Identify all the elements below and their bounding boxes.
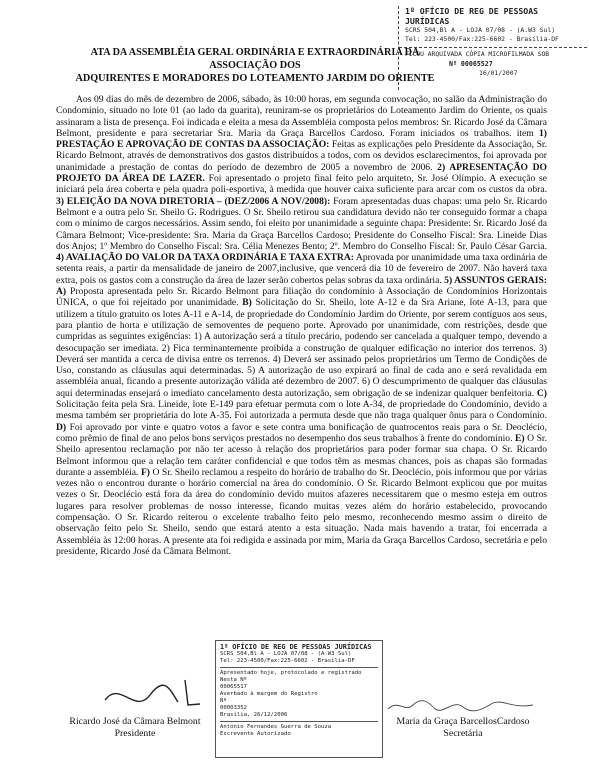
stamp-bottom-line-7: Averbado à margem do Registro (220, 691, 318, 697)
minutes-body (56, 94, 547, 557)
stamp-top-line-3: Tel: 223-4500/Fax:225-6602 - Brasília-DF (405, 35, 559, 43)
title-line-1: ATA DA ASSEMBLÉIA GERAL ORDINÁRIA E EXTRAORDINÁRIA DA ASSOCIAÇÃO DOS (90, 47, 420, 71)
heading-item-3: 3) ELEIÇÃO DA NOVA DIRETORIA – (DEZ/2006 A NOV/2008): (56, 195, 331, 207)
subitem-b-label: B) (242, 297, 252, 309)
subitem-a-label: A) (56, 286, 67, 298)
stamp-top-line-2: SCRS 504,Bl A - LOJA 07/08 - (A.W3 Sul) (405, 26, 556, 34)
stamp-bottom-line-10: Brasília, 26/12/2006 (220, 712, 288, 718)
president-signature-block (60, 716, 210, 740)
text-segment: Foi aprovado por vinte e quatro votos a favor e sete contra uma bonificação de quatrocentos reais para o Sr. Deoclécio, como prêmio de final de ano pelos bons serviços prestados no desempenho dos seus trabalhos à frente do condomínio. (56, 421, 547, 444)
stamp-bottom-line-3: Tel: 223-4500/Fax:225-6602 - Brasília-DF (220, 658, 355, 664)
text-segment: Solicitação feita pela Sra. Lineide, lote E-149 para efetuar permuta com o lote A-34, de propriedade do Condomínio, devido a mesma também ser proprietária do lote A-35. Foi autorizada a permuta desde que não traga qualquer ônus para o Condomínio. (56, 399, 547, 422)
stamp-bottom-line-4: Apresentado hoje, protocolado e registrado (220, 670, 362, 676)
secretary-signature-block (384, 716, 542, 740)
text-segment: Proposta apresentada pelo Sr. Ricardo Belmont para filiação do condomínio à Associação de Condomínios Horizontais ÚNICA, o que foi rejeitado por unanimidade. (56, 286, 547, 309)
stamp-bottom-divider (220, 667, 378, 668)
text-segment: Foi apresentado o projeto final feito pelo arquiteto, Sr. José Olímpio. A execução se iniciará pela área coberta e pela quadra poli-esportiva, à medida que houver caixa suficiente para arcar com os custos da obra. (56, 173, 547, 196)
stamp-top-line-4: FICOU ARQUIVADA CÓPIA MICROFILMADA SOB (405, 51, 550, 58)
text-segment: Aos 09 dias do mês de dezembro de 2006, sábado, às 10:00 horas, em segunda convocação, no salão da Administração do Condomínio, situado no lote 01 (ao lado da guarita), reuniram-se os proprietários do Loteamento Jardim do Oriente, os quais assinaram a lista de presença. Foi indicada e eleita a mesa da Assembléia composta pelos membros: Sr. Ricardo José da Câmara Belmont, presidente e para secretariar Sra. Maria da Graça Barcellos Cardoso. Foram iniciados os trabalhos. item (56, 94, 547, 139)
document-title (60, 46, 450, 85)
subitem-f-label: F) (140, 466, 150, 478)
stamp-top-divider (399, 47, 587, 48)
stamp-bottom-line-2: SCRS 504,Bl A - LOJA 07/08 - (A.W3 Sul) (220, 651, 352, 657)
title-line-2: ADQUIRENTES E MORADORES DO LOTEAMENTO JARDIM DO ORIENTE (75, 73, 435, 84)
president-role: Presidente (114, 728, 156, 739)
text-segment: Feitas as explicações pelo Presidente da Associação, Sr. Ricardo Belmont, através de demonstrativos dos gastos distribuídos a todos, com os devidos esclarecimentos, foi aprovada por unanimidade a prestação de contas do período de dezembro de 2005 a novembro de 2006. (56, 139, 547, 173)
secretary-role: Secretária (443, 728, 483, 739)
text-segment: Foram apresentadas duas chapas: uma pelo Sr. Ricardo Belmont e a outra pelo Sr. Sheilo G. Rodrigues. O Sr. Sheilo retirou sua candidatura devido não ter conseguido formar a chapa com o mínimo de cargos necessários. Assim sendo, foi eleito por unanimidade a seguinte chapa: Presidente: Sr. Ricardo José da Câmara Belmont; Vice-presidente: Sra. Maria da Graça Barcellos Cardoso; Presidente do Conselho Fiscal: Sra. Lineide Dias dos Anjos; 1º Membro do Conselho Fiscal: Sra. Célia Menezes Bento; 2º. Membro do Conselho Fiscal: Sr. Paulo César Garcia. (56, 195, 547, 252)
stamp-top-line-5: Nº 00065527 (449, 60, 493, 68)
stamp-top-line-1: 1º OFÍCIO DE REG DE PESSOAS JURÍDICAS (405, 6, 539, 26)
stamp-bottom-line-6: 00065517 (220, 684, 247, 690)
stamp-bottom-line-12: Escrevente Autorizado (220, 731, 291, 737)
stamp-bottom-line-8: Nº (220, 698, 227, 704)
text-segment: O Sr. Sheilo apresentou reclamação por não ter acesso à relação dos proprietários para poder formar sua chapa. O Sr. Ricardo Belmont informou que a relação tem caráter confidencial e que todos têm as mesmas chances, pois as chapas são formadas durante a assembléia. (56, 432, 547, 478)
stamp-bottom-line-1: 1º OFÍCIO DE REG DE PESSOAS JURÍDICAS (220, 643, 372, 651)
text-segment: O Sr. Sheilo reclamou a respeito do horário de trabalho do Sr. Deoclécio, pois informou que por várias vezes não o encontrou durante o horário comercial na área do condomínio. O Sr. Ricardo Belmont explicou que por muitas vezes o Sr. Deoclécio está fora da área do condomínio devido muitos afazeres necessitarem que o mesmo esteja em outros lugares para resolver problemas de nosso interesse, ficando muitas vezes além do horário estabelecido, provocando compensação. O Sr. Ricardo reiterou o excelente trabalho feito pelo mesmo, reconhecendo mesmo assim o direito de observação feito pelo Sr. Sheilo, sendo que estará atento a esta situação. Nada mais havendo a tratar, foi encerrada a Assembléia às 12:00 horas. A presente ata foi redigida e assinada por mim, Maria da Graça Barcellos Cardoso, secretária e pelo presidente, Ricardo José da Câmara Belmont. (56, 466, 547, 557)
heading-item-5: 5) ASSUNTOS GERAIS: (444, 274, 547, 286)
secretary-signature (383, 695, 543, 717)
registry-stamp-bottom (215, 640, 383, 758)
heading-item-1: 1) PRESTAÇÃO E APROVAÇÃO DE CONTAS DA ASSOCIAÇÃO: (56, 127, 547, 151)
president-name: Ricardo José da Câmara Belmont (69, 716, 201, 727)
stamp-top-line-6: 16/01/2007 (479, 69, 518, 77)
secretary-name: Maria da Graça BarcellosCardoso (396, 716, 530, 727)
text-segment: Aprovada por unanimidade uma taxa ordinária de setenta reais, a partir da mensalidade de janeiro de 2007,inclusive, que vencerá dia 10 de fevereiro de 2007. Não haverá taxa extra, pois os gastos com a construção da área de lazer serão cobertos pelas sobras da taxa ordinária. (56, 252, 548, 286)
subitem-c-label: C) (536, 387, 547, 399)
subitem-e-label: E) (515, 432, 525, 444)
heading-item-4: 4) AVALIAÇÃO DO VALOR DA TAXA ORDINÁRIA E TAXA EXTRA: (56, 252, 354, 264)
stamp-bottom-line-5: Nesta Nº (220, 677, 247, 683)
stamp-bottom-line-9: 00003352 (220, 705, 247, 711)
stamp-bottom-line-11: Antonio Fernandes Guerra de Souza (220, 724, 332, 730)
president-signature (100, 660, 220, 720)
stamp-bottom-divider-2 (220, 721, 378, 722)
subitem-d-label: D) (56, 421, 67, 433)
heading-item-2: 2) APRESENTAÇÃO DO PROJETO DA ÁREA DE LAZER. (56, 161, 548, 185)
text-segment: Solicitação do Sr. Sheilo, lote A-12 e da Sra Ariane, lote A-13, para que utilizem a título gratuito os lotes A-11 e A-14, de propriedade do Condomínio Jardim do Oriente, por serem contíguos aos seus, para plantio de horta e utilização de semoventes de pequeno porte. Aprovado por unanimidade, com restrições, desde que cumpridas as seguintes exigências: 1) A autorização será a título precário, podendo ser cancelada a qualquer tempo, devendo a desocupação ser imediata. 2) Fica terminantemente proibida a construção de qualquer edificação no interior dos terrenos. 3) Deverá ser mantida a cerca de divisa entre os terrenos. 4) Deverá ser assinado pelos proprietários um Termo de Condições de Uso, constando as cláusulas aqui determinadas. 5) A autorização de uso expirará ao final de cada ano e será revalidada em assembléia anual, ficando a presente autorização válida até dezembro de 2007. 6) O descumprimento de qualquer das cláusulas aqui determinadas ensejará o imediato cancelamento desta autorização, sem obrigação de se indenizar qualquer benfeitoria. (56, 297, 547, 399)
registry-stamp-top (398, 6, 587, 90)
